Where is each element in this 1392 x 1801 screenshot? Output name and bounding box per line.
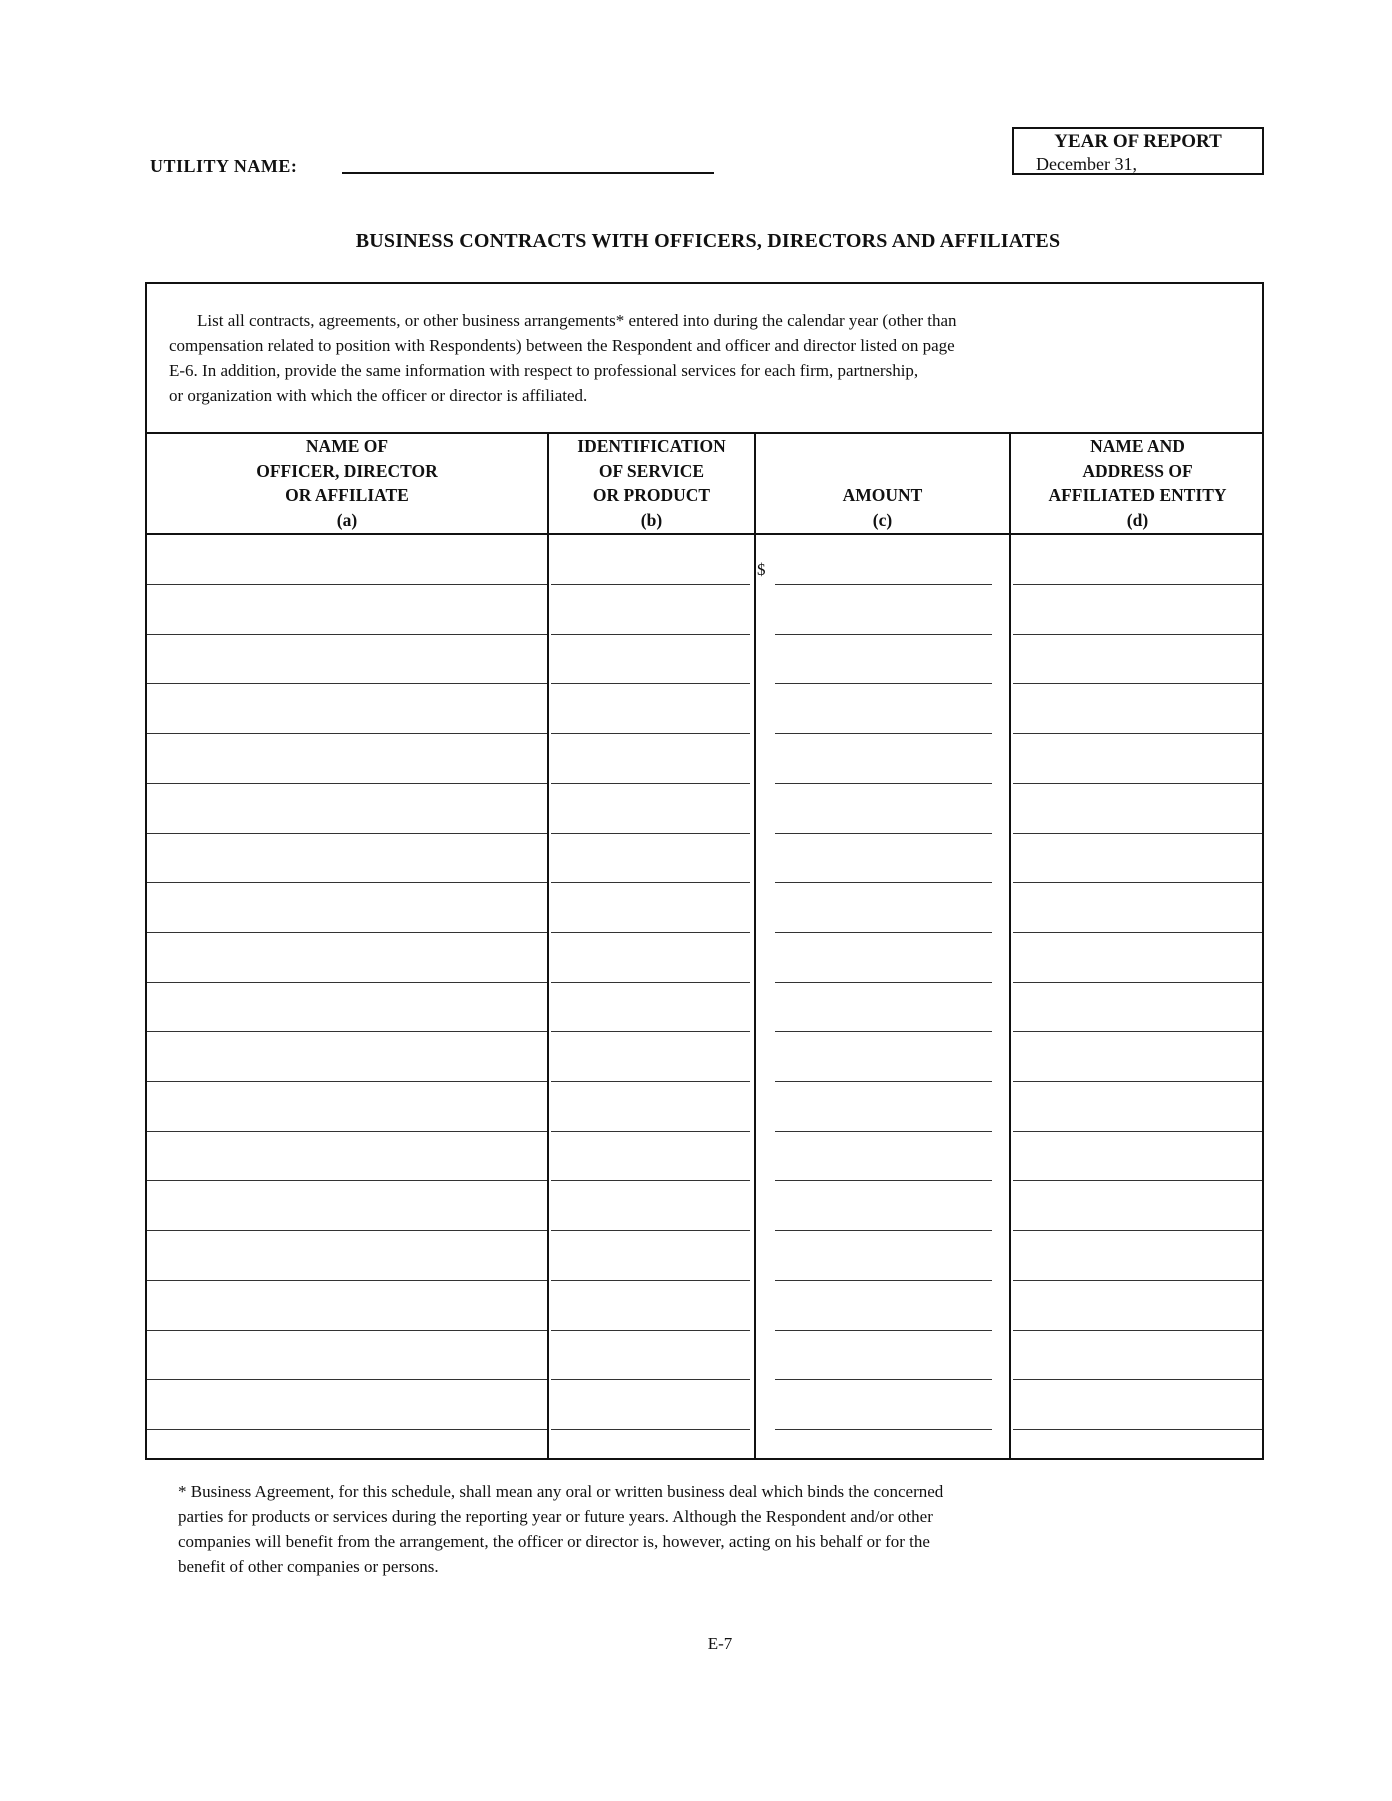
entry-row-line[interactable] — [551, 932, 750, 933]
column-header-line: ADDRESS OF — [1082, 460, 1193, 481]
entry-row-line[interactable] — [551, 1379, 750, 1380]
column-header-line: AFFILIATED ENTITY — [1048, 485, 1227, 505]
entry-row-line[interactable] — [775, 733, 992, 734]
entry-row-line[interactable] — [551, 1081, 750, 1082]
entry-row-line[interactable] — [551, 783, 750, 784]
column-letter: (d) — [1126, 509, 1149, 530]
column-divider — [547, 432, 549, 1458]
footnote-line: parties for products or services during the reporting year or future years. Although the Respondent and/or other — [178, 1507, 933, 1526]
entry-row-line[interactable] — [775, 932, 992, 933]
entry-row-line[interactable] — [551, 733, 750, 734]
entry-row-line[interactable] — [147, 1429, 547, 1430]
entry-row-line[interactable] — [147, 882, 547, 883]
entry-row-line[interactable] — [1013, 1379, 1262, 1380]
entry-row-line[interactable] — [1013, 634, 1262, 635]
instructions-line: E-6. In addition, provide the same information with respect to professional services for each firm, partnership, — [169, 361, 919, 380]
entry-row-line[interactable] — [1013, 833, 1262, 834]
entry-row-line[interactable] — [1013, 1280, 1262, 1281]
column-header-line: NAME AND — [1090, 436, 1185, 456]
column-letter: (b) — [640, 509, 663, 530]
entry-row-line[interactable] — [147, 1330, 547, 1331]
column-header-a — [147, 434, 547, 533]
entry-row-line[interactable] — [775, 1081, 992, 1082]
instructions — [169, 308, 1169, 408]
entry-row-line[interactable] — [551, 1429, 750, 1430]
entry-row-line[interactable] — [1013, 1031, 1262, 1032]
column-header-line: OR AFFILIATE — [285, 485, 409, 505]
column-divider — [754, 432, 756, 1458]
entry-row-line[interactable] — [775, 683, 992, 684]
entry-row-line[interactable] — [1013, 1131, 1262, 1132]
entry-row-line[interactable] — [1013, 733, 1262, 734]
entry-row-line[interactable] — [551, 1180, 750, 1181]
entry-row-line[interactable] — [147, 982, 547, 983]
entry-row-line[interactable] — [775, 833, 992, 834]
entry-row-line[interactable] — [147, 1081, 547, 1082]
entry-row-line[interactable] — [147, 1180, 547, 1181]
entry-row-line[interactable] — [551, 1230, 750, 1231]
entry-row-line[interactable] — [775, 1379, 992, 1380]
column-header-line: OFFICER, DIRECTOR — [256, 460, 438, 481]
entry-row-line[interactable] — [551, 1330, 750, 1331]
entry-row-line[interactable] — [147, 833, 547, 834]
footnote-line: benefit of other companies or persons. — [178, 1557, 439, 1576]
entry-row-line[interactable] — [147, 783, 547, 784]
entry-row-line[interactable] — [551, 1031, 750, 1032]
entry-row-line[interactable] — [551, 882, 750, 883]
contracts-table-box — [145, 282, 1264, 1460]
entry-row-line[interactable] — [1013, 1429, 1262, 1430]
entry-row-line[interactable] — [1013, 783, 1262, 784]
footnote-line: companies will benefit from the arrangement, the officer or director is, however, acting on his behalf or for the — [178, 1532, 930, 1551]
entry-row-line[interactable] — [775, 1031, 992, 1032]
entry-row-line[interactable] — [1013, 584, 1262, 585]
entry-row-line[interactable] — [551, 683, 750, 684]
entry-row-line[interactable] — [775, 783, 992, 784]
entry-row-line[interactable] — [1013, 1180, 1262, 1181]
entry-row-line[interactable] — [147, 733, 547, 734]
entry-row-line[interactable] — [1013, 882, 1262, 883]
page-title: BUSINESS CONTRACTS WITH OFFICERS, DIRECTORS AND AFFILIATES — [355, 230, 1061, 252]
column-header-line: OF SERVICE — [598, 460, 705, 481]
entry-row-line[interactable] — [147, 683, 547, 684]
column-header-d — [1011, 434, 1264, 533]
instructions-line: or organization with which the officer or director is affiliated. — [169, 386, 588, 405]
year-of-report-date: December 31, — [1036, 154, 1137, 174]
entry-row-line[interactable] — [1013, 1230, 1262, 1231]
instructions-line: List all contracts, agreements, or other business arrangements* entered into during the calendar year (other than — [197, 311, 957, 330]
column-header-line: OR PRODUCT — [592, 485, 711, 505]
entry-row-line[interactable] — [1013, 982, 1262, 983]
entry-row-line[interactable] — [551, 982, 750, 983]
entry-row-line[interactable] — [551, 1131, 750, 1132]
entry-row-line[interactable] — [775, 1180, 992, 1181]
column-letter: (a) — [336, 509, 358, 530]
amount-currency-sign: $ — [757, 560, 766, 579]
entry-row-line[interactable] — [1013, 683, 1262, 684]
entry-row-line[interactable] — [147, 634, 547, 635]
entry-row-line[interactable] — [147, 1131, 547, 1132]
entry-row-line[interactable] — [775, 634, 992, 635]
entry-row-line[interactable] — [551, 833, 750, 834]
instructions-line: compensation related to position with Respondents) between the Respondent and officer and director listed on page — [169, 336, 955, 355]
entry-row-line[interactable] — [775, 882, 992, 883]
entry-row-line[interactable] — [147, 1031, 547, 1032]
header-bottom-rule — [147, 533, 1262, 535]
column-header-line: NAME OF — [305, 436, 389, 456]
entry-row-line[interactable] — [147, 1379, 547, 1380]
column-header-line: AMOUNT — [842, 485, 923, 505]
footnote-line: * Business Agreement, for this schedule, shall mean any oral or written business deal which binds the concerned — [178, 1482, 944, 1501]
entry-row-line[interactable] — [775, 982, 992, 983]
entry-row-line[interactable] — [551, 634, 750, 635]
entry-row-line[interactable] — [775, 1429, 992, 1430]
entry-row-line[interactable] — [551, 1280, 750, 1281]
column-header-c — [756, 434, 1009, 533]
entry-row-line[interactable] — [775, 584, 992, 585]
entry-row-line[interactable] — [1013, 1081, 1262, 1082]
year-of-report-box — [1012, 127, 1264, 175]
entry-row-line[interactable] — [551, 584, 750, 585]
entry-row-line[interactable] — [775, 1131, 992, 1132]
column-header-line: IDENTIFICATION — [577, 436, 726, 456]
column-header-b — [549, 434, 754, 533]
entry-row-line[interactable] — [1013, 932, 1262, 933]
utility-name-field[interactable] — [342, 172, 714, 174]
column-letter: (c) — [872, 509, 893, 530]
entry-row-line[interactable] — [147, 1280, 547, 1281]
entry-row-line[interactable] — [775, 1230, 992, 1231]
year-of-report-title: YEAR OF REPORT — [1054, 131, 1222, 152]
entry-row-line[interactable] — [147, 932, 547, 933]
column-divider — [1009, 432, 1011, 1458]
footnote — [178, 1479, 1138, 1579]
entry-row-line[interactable] — [147, 584, 547, 585]
entry-row-line[interactable] — [147, 1230, 547, 1231]
entry-row-line[interactable] — [1013, 1330, 1262, 1331]
utility-name-label: UTILITY NAME: — [150, 156, 298, 176]
page-number: E-7 — [707, 1634, 733, 1653]
entry-row-line[interactable] — [775, 1330, 992, 1331]
entry-row-line[interactable] — [775, 1280, 992, 1281]
